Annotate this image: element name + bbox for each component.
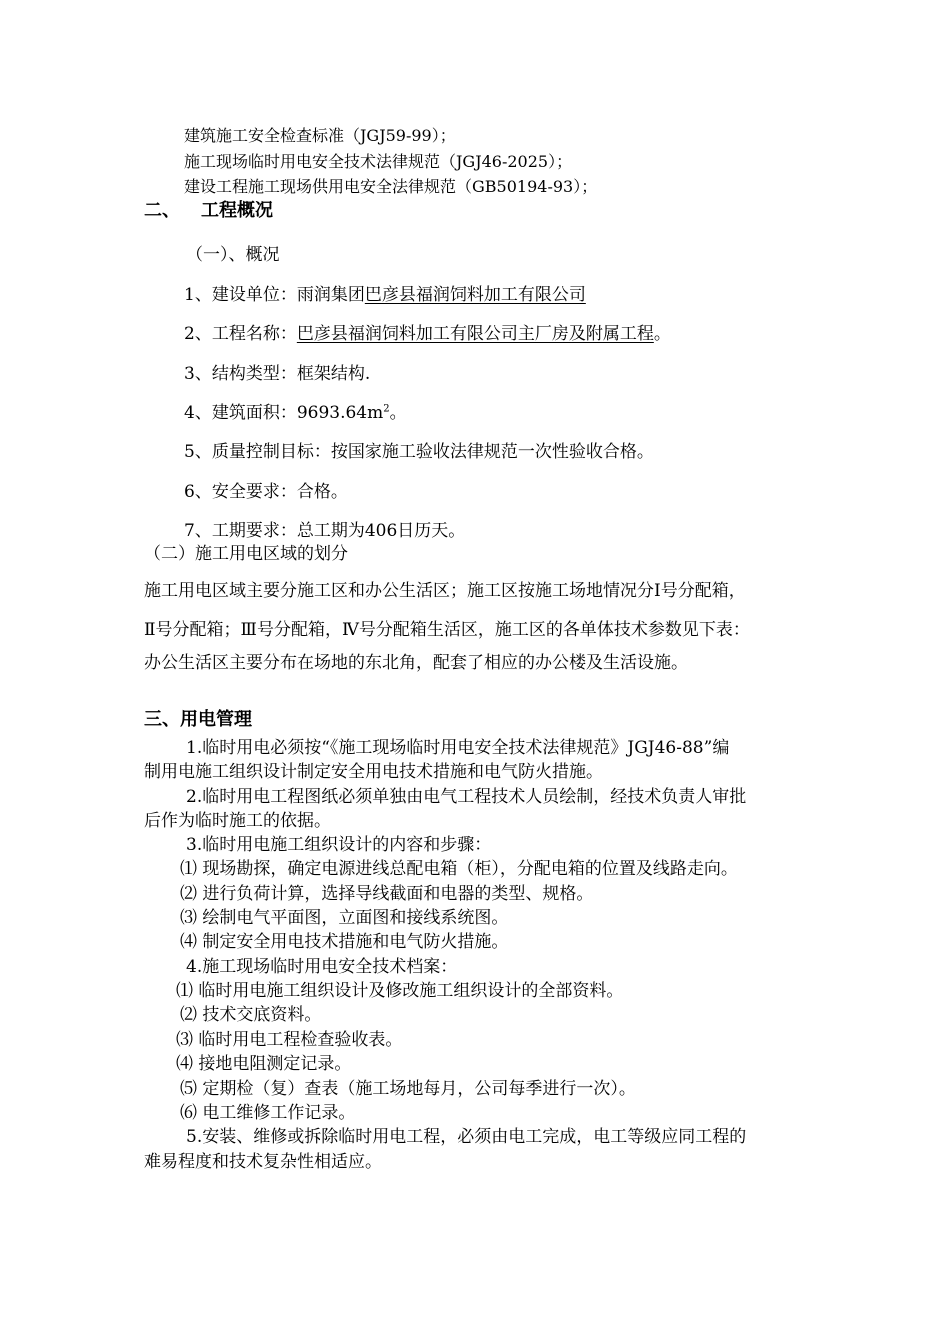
item-value-company: 巴彦县福润饲料加工有限公司 xyxy=(364,285,586,305)
power-mgmt-line-11: ⑴ 临时用电施工组织设计及修改施工组织设计的全部资料。 xyxy=(176,981,624,1001)
item-schedule-requirement: 7、工期要求：总工期为406日历天。 xyxy=(184,521,466,541)
power-mgmt-line-6: ⑴ 现场勘探，确定电源进线总配电箱（柜），分配电箱的位置及线路走向。 xyxy=(180,859,738,879)
reference-line-3: 建设工程施工现场供用电安全法律规范（GB50194-93）； xyxy=(184,177,598,196)
item-value-prefix: 雨润集团 xyxy=(296,285,365,305)
item-value-project: 巴彦县福润饲料加工有限公司主厂房及附属工程 xyxy=(296,324,654,344)
item-building-area xyxy=(184,402,407,424)
power-mgmt-line-14: ⑷ 接地电阻测定记录。 xyxy=(176,1054,352,1074)
item-label: 2、工程名称： xyxy=(184,324,297,344)
power-zone-subtitle: （二）施工用电区域的划分 xyxy=(144,544,348,564)
item-suffix: 。 xyxy=(653,324,671,344)
power-zone-para-line-2: Ⅱ号分配箱；Ⅲ号分配箱，Ⅳ号分配箱生活区，施工区的各单体技术参数见下表： xyxy=(144,620,750,640)
power-mgmt-line-2: 制用电施工组织设计制定安全用电技术措施和电气防火措施。 xyxy=(144,762,603,782)
power-mgmt-line-3: 2.临时用电工程图纸必须单独由电气工程技术人员绘制，经技术负责人审批 xyxy=(186,787,747,807)
power-mgmt-line-10: 4.施工现场临时用电安全技术档案： xyxy=(186,957,458,977)
item-construction-unit xyxy=(184,284,586,306)
item-area-text: 4、建筑面积：9693.64m xyxy=(184,403,384,423)
item-quality-target: 5、质量控制目标：按国家施工验收法律规范一次性验收合格。 xyxy=(184,442,654,462)
item-label: 1、建设单位： xyxy=(184,285,297,305)
power-mgmt-line-12: ⑵ 技术交底资料。 xyxy=(180,1005,322,1025)
section2-number: 二、 xyxy=(144,200,180,221)
section3-title: 三、用电管理 xyxy=(144,709,252,730)
power-mgmt-line-9: ⑷ 制定安全用电技术措施和电气防火措施。 xyxy=(180,932,509,952)
power-mgmt-line-4: 后作为临时施工的依据。 xyxy=(144,811,331,831)
item-safety-requirement: 6、安全要求：合格。 xyxy=(184,482,348,502)
power-mgmt-line-1: 1.临时用电必须按“《施工现场临时用电安全技术法律规范》JGJ46-88”编 xyxy=(186,738,730,758)
power-mgmt-line-16: ⑹ 电工维修工作记录。 xyxy=(180,1103,356,1123)
section2-title: 工程概况 xyxy=(201,200,273,221)
reference-line-1: 建筑施工安全检查标准（JGJ59-99）； xyxy=(184,126,456,145)
power-mgmt-line-5: 3.临时用电施工组织设计的内容和步骤： xyxy=(186,835,492,855)
overview-subtitle: （一）、概况 xyxy=(186,245,280,265)
item-area-superscript: 2 xyxy=(383,403,390,415)
power-zone-para-line-3: 办公生活区主要分布在场地的东北角，配套了相应的办公楼及生活设施。 xyxy=(144,653,688,673)
item-project-name xyxy=(184,323,671,345)
reference-line-2: 施工现场临时用电安全技术法律规范（JGJ46-2025）； xyxy=(184,152,573,171)
power-mgmt-line-18: 难易程度和技术复杂性相适应。 xyxy=(144,1152,382,1172)
power-zone-para-line-1: 施工用电区域主要分施工区和办公生活区；施工区按施工场地情况分Ⅰ号分配箱， xyxy=(144,581,746,601)
item-structure-type: 3、结构类型：框架结构. xyxy=(184,364,371,384)
power-mgmt-line-8: ⑶ 绘制电气平面图，立面图和接线系统图。 xyxy=(180,908,509,928)
power-mgmt-line-7: ⑵ 进行负荷计算，选择导线截面和电器的类型、规格。 xyxy=(180,884,594,904)
power-mgmt-line-17: 5.安装、维修或拆除临时用电工程，必须由电工完成，电工等级应同工程的 xyxy=(186,1127,747,1147)
item-suffix: 。 xyxy=(389,403,407,423)
power-mgmt-line-15: ⑸ 定期检（复）查表（施工场地每月，公司每季进行一次）。 xyxy=(180,1079,636,1099)
power-mgmt-line-13: ⑶ 临时用电工程检查验收表。 xyxy=(176,1030,403,1050)
